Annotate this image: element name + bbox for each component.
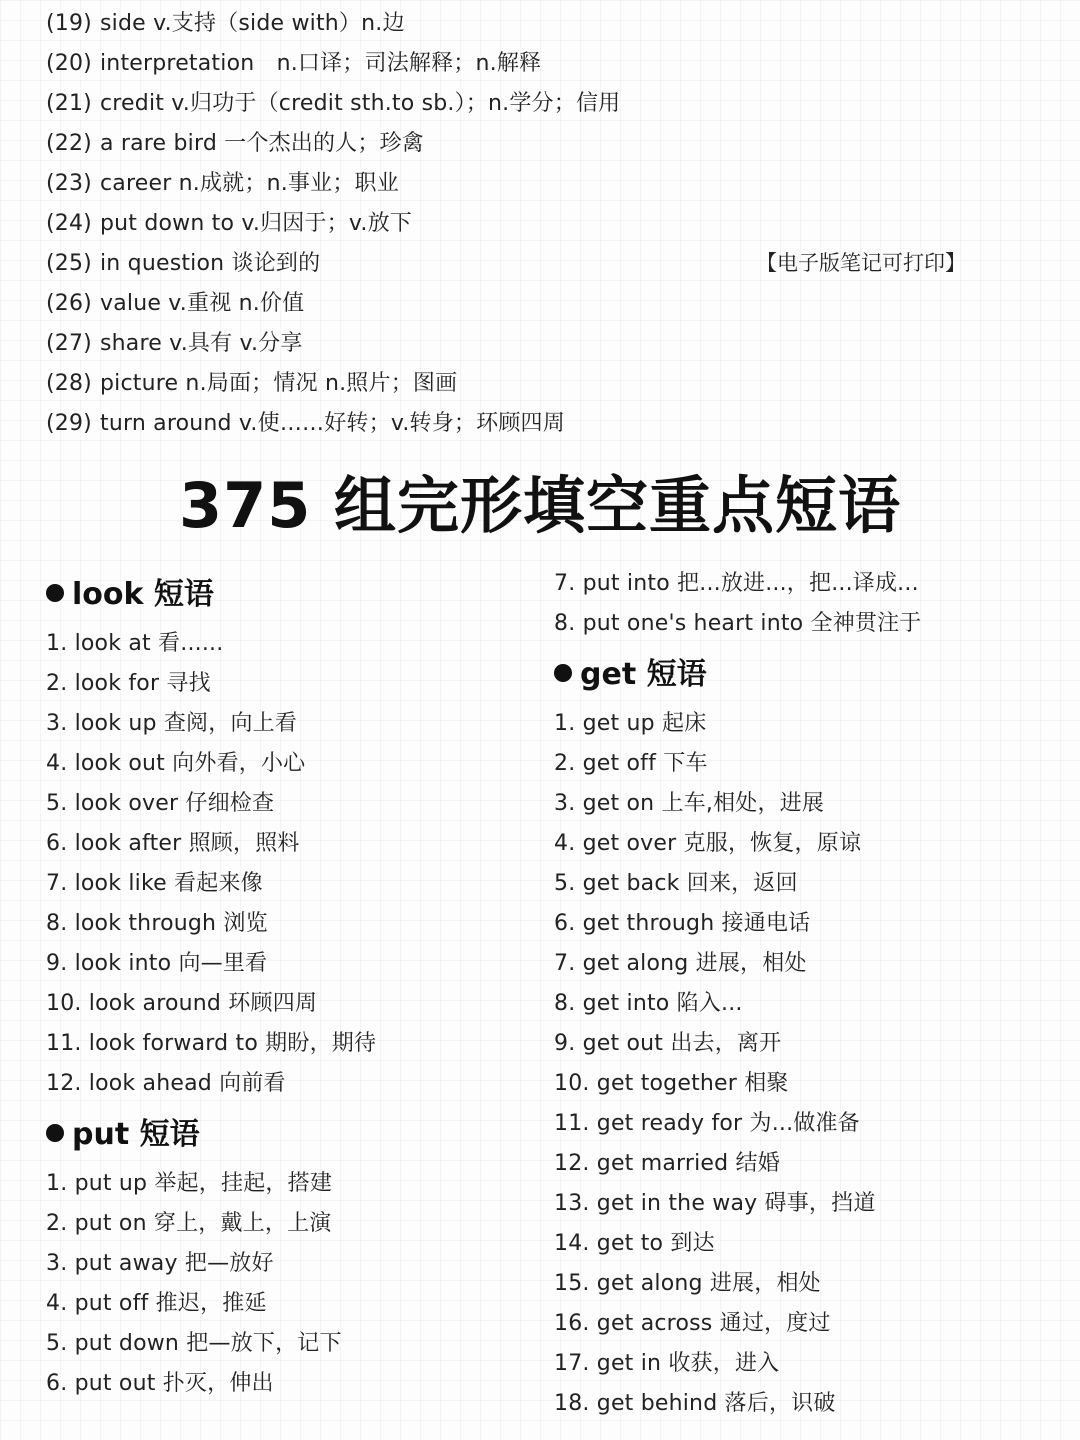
- item-number: (23): [46, 171, 92, 196]
- list-item: 12. get married 结婚: [554, 1151, 780, 1176]
- vocab-item: [46, 130, 424, 158]
- list-item: 10. get together 相聚: [554, 1071, 789, 1096]
- item-text: picture n.局面；情况 n.照片；图画: [100, 371, 458, 396]
- vocab-item: [46, 10, 405, 38]
- list-item: 16. get across 通过，度过: [554, 1311, 831, 1336]
- list-item: 2. put on 穿上，戴上，上演: [46, 1211, 332, 1236]
- list-item: 5. get back 回来，返回: [554, 871, 798, 896]
- list-item: 10. look around 环顾四周: [46, 991, 318, 1016]
- list-item: 3. put away 把—放好: [46, 1251, 274, 1276]
- list-item: 18. get behind 落后，识破: [554, 1391, 836, 1416]
- list-item: 2. look for 寻找: [46, 671, 211, 696]
- vocab-item: [46, 410, 565, 438]
- vocab-item: [46, 250, 320, 278]
- bullet-icon: [46, 584, 64, 602]
- list-item: 6. look after 照顾，照料: [46, 831, 300, 856]
- list-item: 1. get up 起床: [554, 711, 707, 736]
- item-text: value v.重视 n.价值: [100, 291, 305, 316]
- section-heading-text: get 短语: [580, 657, 707, 692]
- item-number: (22): [46, 131, 92, 156]
- list-item: 7. look like 看起来像: [46, 871, 263, 896]
- list-item: 7. put into 把...放进...，把...译成...: [554, 571, 919, 596]
- item-number: (20): [46, 51, 92, 76]
- list-item: 6. get through 接通电话: [554, 911, 811, 936]
- list-item: 15. get along 进展，相处: [554, 1271, 821, 1296]
- bullet-icon: [554, 664, 572, 682]
- item-text: in question 谈论到的: [100, 251, 321, 276]
- section-heading-text: look 短语: [72, 577, 214, 612]
- item-text: put down to v.归因于；v.放下: [100, 211, 412, 236]
- section-heading-get: [554, 657, 707, 693]
- list-item: 4. look out 向外看，小心: [46, 751, 306, 776]
- item-number: (28): [46, 371, 92, 396]
- section-heading-look: [46, 577, 214, 613]
- item-number: (24): [46, 211, 92, 236]
- list-item: 17. get in 收获，进入: [554, 1351, 780, 1376]
- vocab-item: [46, 210, 412, 238]
- list-item: 8. put one's heart into 全神贯注于: [554, 611, 922, 636]
- page-title: 375 组完形填空重点短语: [178, 469, 901, 542]
- list-item: 9. look into 向—里看: [46, 951, 268, 976]
- item-text: credit v.归功于（credit sth.to sb.）；n.学分；信用: [100, 91, 621, 116]
- vocab-item: [46, 170, 399, 198]
- list-item: 1. look at 看......: [46, 631, 224, 656]
- list-item: 13. get in the way 碍事，挡道: [554, 1191, 876, 1216]
- section-heading-put: [46, 1117, 200, 1153]
- list-item: 6. put out 扑灭，伸出: [46, 1371, 274, 1396]
- list-item: 3. get on 上车,相处，进展: [554, 791, 825, 816]
- item-text: share v.具有 v.分享: [100, 331, 303, 356]
- item-text: turn around v.使……好转；v.转身；环顾四周: [100, 411, 565, 436]
- list-item: 1. put up 举起，挂起，搭建: [46, 1171, 333, 1196]
- list-item: 8. look through 浏览: [46, 911, 268, 936]
- list-item: 8. get into 陷入...: [554, 991, 743, 1016]
- list-item: 4. get over 克服，恢复，原谅: [554, 831, 862, 856]
- item-number: (19): [46, 11, 92, 36]
- item-number: (21): [46, 91, 92, 116]
- list-item: 2. get off 下车: [554, 751, 708, 776]
- item-number: (27): [46, 331, 92, 356]
- item-text: side v.支持（side with）n.边: [100, 11, 405, 36]
- vocab-item: [46, 90, 620, 118]
- item-text: a rare bird 一个杰出的人；珍禽: [100, 131, 424, 156]
- vocab-item: [46, 330, 303, 358]
- item-number: (26): [46, 291, 92, 316]
- list-item: 5. look over 仔细检查: [46, 791, 275, 816]
- list-item: 4. put off 推迟，推延: [46, 1291, 267, 1316]
- printable-tag: 【电子版笔记可打印】: [756, 251, 966, 275]
- vocab-item: [46, 370, 457, 398]
- item-text: interpretation n.口译；司法解释；n.解释: [100, 51, 542, 76]
- vocab-item: [46, 290, 304, 318]
- section-heading-text: put 短语: [72, 1117, 200, 1152]
- bullet-icon: [46, 1124, 64, 1142]
- vocab-item: [46, 50, 541, 78]
- list-item: 7. get along 进展，相处: [554, 951, 807, 976]
- list-item: 11. look forward to 期盼，期待: [46, 1031, 377, 1056]
- list-item: 14. get to 到达: [554, 1231, 715, 1256]
- item-number: (29): [46, 411, 92, 436]
- item-text: career n.成就；n.事业；职业: [100, 171, 399, 196]
- item-number: (25): [46, 251, 92, 276]
- list-item: 12. look ahead 向前看: [46, 1071, 286, 1096]
- list-item: 5. put down 把—放下，记下: [46, 1331, 342, 1356]
- list-item: 3. look up 查阅，向上看: [46, 711, 298, 736]
- list-item: 9. get out 出去，离开: [554, 1031, 782, 1056]
- list-item: 11. get ready for 为...做准备: [554, 1111, 860, 1136]
